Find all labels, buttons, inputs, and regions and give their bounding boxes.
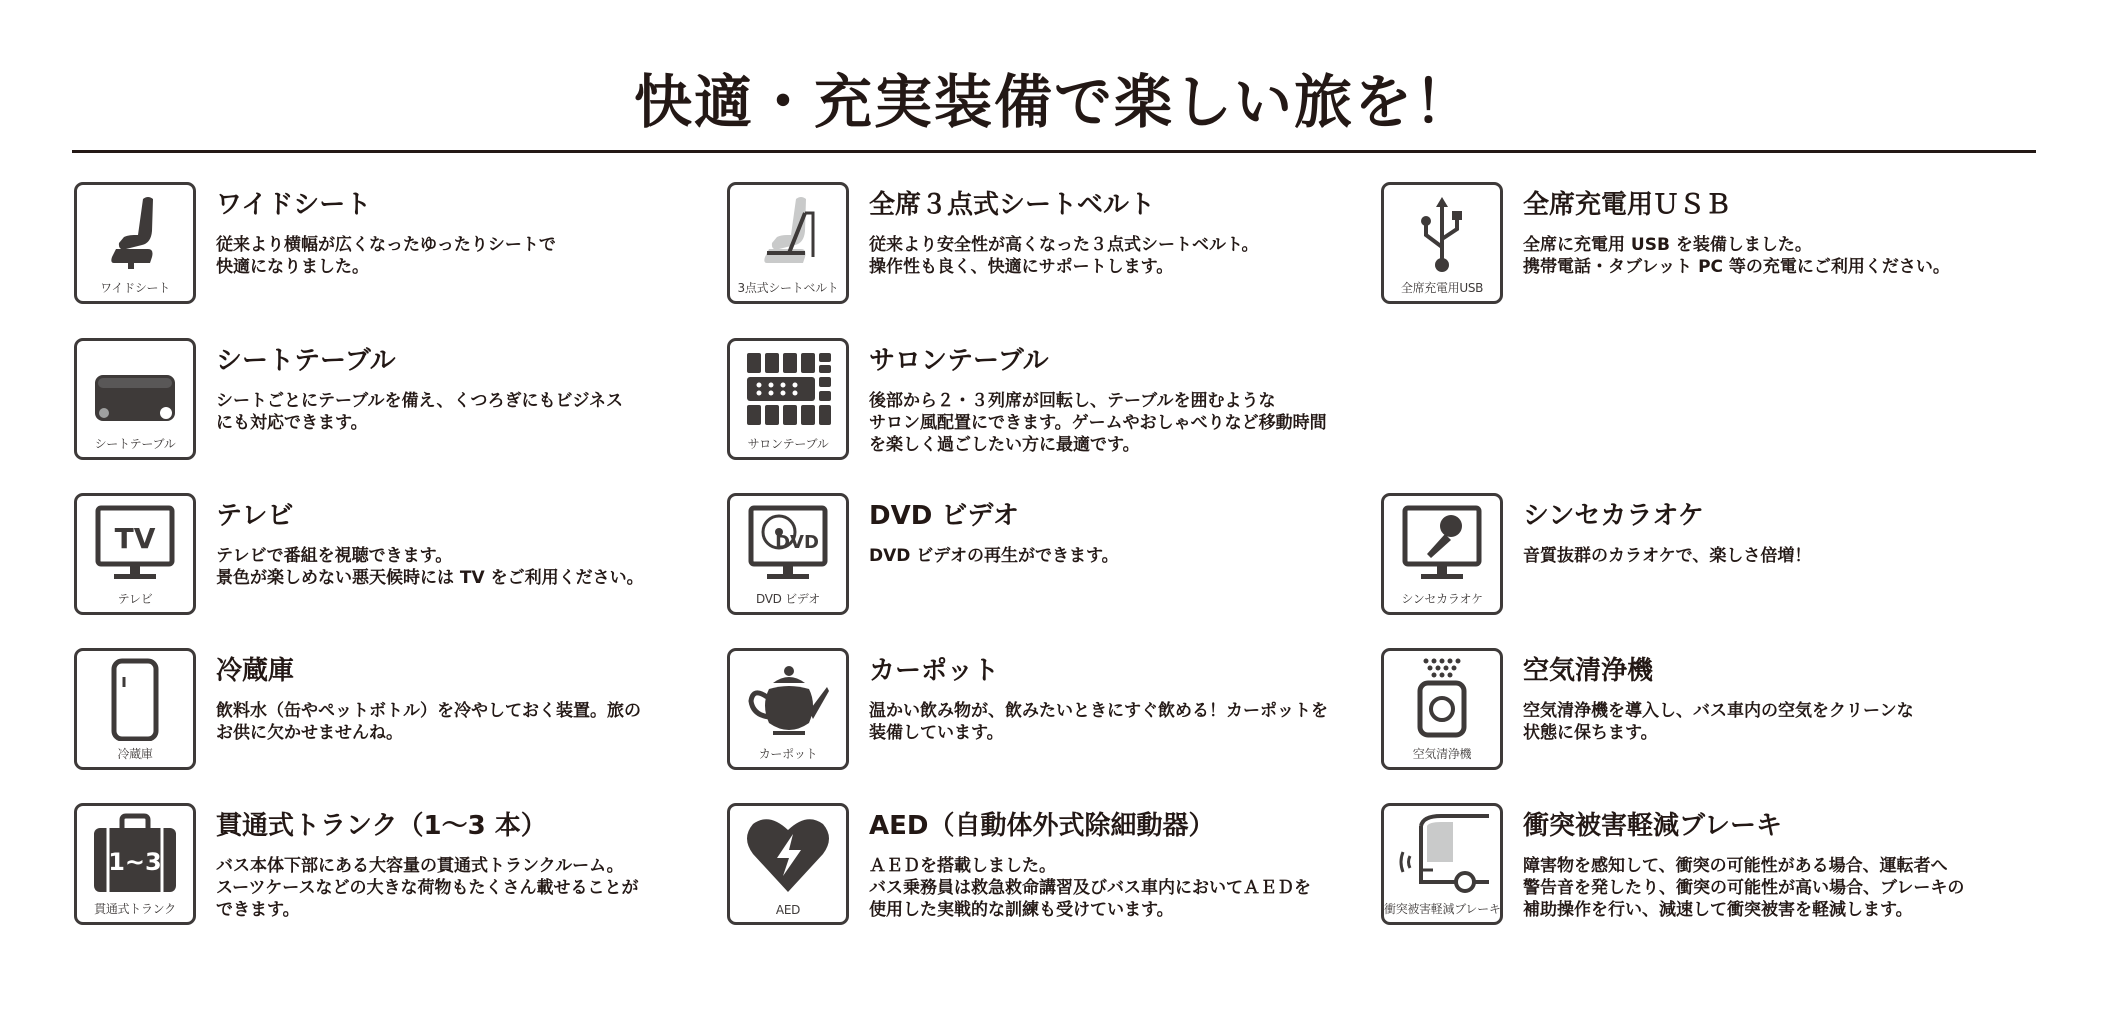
feature-wide-seat [74,182,714,312]
seatbelt-icon [739,191,837,275]
aed-icon-box [727,803,849,925]
dvd-caption: DVD ビデオ [756,592,820,606]
feature-pot [727,648,1367,778]
air-purifier-icon [1393,657,1491,741]
fridge-caption: 冷蔵庫 [117,747,153,761]
fridge-title: 冷蔵庫 [216,656,295,686]
seat-table-desc: シートごとにテーブルを備え、くつろぎにもビジネス にも対応できます。 [216,391,623,433]
feature-trunk [74,803,714,933]
trunk-title: 貫通式トランク（1〜3 本） [216,811,547,841]
brake-title: 衝突被害軽減ブレーキ [1523,811,1782,841]
trunk-caption: 貫通式トランク [94,902,176,916]
dvd-screen-text: DVD [775,532,819,553]
karaoke-icon-box [1381,493,1503,615]
brake-desc: 障害物を感知して、衝突の可能性がある場合、運転者へ 警告音を発したり、衝突の可能性が高い場合、ブレーキの 補助操作を行い、減速して衝突被害を軽減します。 [1523,856,1965,920]
seatbelt-caption: 3点式シートベルト [737,281,839,295]
seat-icon [86,191,184,275]
heart-bolt-icon [739,812,837,896]
tv-title: テレビ [216,501,294,531]
aed-caption: AED [775,903,801,917]
karaoke-desc: 音質抜群のカラオケで、楽しさ倍増！ [1523,546,1812,566]
wide-seat-caption: ワイドシート [100,281,170,295]
feature-karaoke [1381,493,2021,623]
dvd-desc: DVD ビデオの再生ができます。 [869,546,1119,566]
air-title: 空気清浄機 [1523,656,1654,686]
tv-desc: テレビで番組を視聴できます。 景色が楽しめない悪天候時には TV をご利用ください。 [216,546,644,588]
feature-usb [1381,182,2021,312]
pot-desc: 温かい飲み物が、飲みたいときにすぐ飲める！カーポットを 装備しています。 [869,701,1328,743]
feature-aed [727,803,1367,933]
fridge-icon-box [74,648,196,770]
fridge-desc: 飲料水（缶やペットボトル）を冷やしておく装置。旅の お供に欠かせませんね。 [216,701,641,743]
microphone-icon [1393,502,1491,586]
pot-title: カーポット [869,656,1000,686]
feature-dvd [727,493,1367,623]
feature-tv [74,493,714,623]
usb-icon [1393,191,1491,275]
seat-table-caption: シートテーブル [94,437,176,451]
feature-seatbelt [727,182,1367,312]
feature-fridge [74,648,714,778]
salon-table-desc: 後部から２・３列席が回転し、テーブルを囲むような サロン風配置にできます。ゲームやおしゃべりなど移動時間 を楽しく過ごしたい方に最適です。 [869,391,1327,455]
feature-brake [1381,803,2021,933]
table-icon [86,347,184,431]
feature-air [1381,648,2021,778]
feature-salon-table [727,338,1367,468]
trunk-label-text: 1~3 [108,848,162,876]
usb-caption: 全席充電用USB [1400,281,1484,295]
aed-desc: ＡＥＤを搭載しました。 バス乗務員は救急救命講習及びバス車内においてＡＥＤを 使用した実戦的な訓練も受けています。 [869,856,1311,920]
salon-table-caption: サロンテーブル [747,437,829,451]
wide-seat-icon-box [74,182,196,304]
wide-seat-title: ワイドシート [216,190,372,220]
tv-icon [86,502,184,586]
air-caption: 空気清浄機 [1412,747,1472,761]
usb-title: 全席充電用ＵＳＢ [1523,190,1732,220]
tv-caption: テレビ [117,592,153,606]
seat-table-title: シートテーブル [216,346,396,376]
pot-icon-box [727,648,849,770]
feature-seat-table [74,338,714,468]
salon-table-title: サロンテーブル [869,346,1049,376]
title-divider [72,150,2036,153]
trunk-desc: バス本体下部にある大容量の貫通式トランクルーム。 スーツケースなどの大きな荷物もたくさん載せることが できます。 [216,856,639,920]
pot-caption: カーポット [758,747,818,761]
air-desc: 空気清浄機を導入し、バス車内の空気をクリーンな 状態に保ちます。 [1523,701,1914,743]
seatbelt-icon-box [727,182,849,304]
suitcase-icon [86,812,184,896]
usb-desc: 全席に充電用 USB を装備しました。 携帯電話・タブレット PC 等の充電にご利用ください。 [1523,235,1950,277]
dvd-title: DVD ビデオ [869,501,1019,531]
salon-table-icon-box [727,338,849,460]
karaoke-caption: シンセカラオケ [1401,592,1483,606]
brake-icon-box [1381,803,1503,925]
seatbelt-desc: 従来より安全性が高くなった３点式シートベルト。 操作性も良く、快適にサポートします。 [869,235,1259,277]
page-title: 快適・充実装備で楽しい旅を！ [633,68,1474,136]
aed-title: AED（自動体外式除細動器） [869,811,1215,841]
dvd-icon [739,502,837,586]
dvd-icon-box [727,493,849,615]
bus-sensor-icon [1393,812,1491,896]
wide-seat-desc: 従来より横幅が広くなったゆったりシートで 快適になりました。 [216,235,556,277]
salon-icon [739,347,837,431]
tv-icon-box [74,493,196,615]
fridge-icon [86,657,184,741]
usb-icon-box [1381,182,1503,304]
seatbelt-title: 全席３点式シートベルト [869,190,1156,220]
teapot-icon [739,657,837,741]
trunk-icon-box [74,803,196,925]
karaoke-title: シンセカラオケ [1523,501,1704,531]
brake-caption: 衝突被害軽減ブレーキ [1384,902,1501,916]
tv-screen-text: TV [114,522,156,555]
air-icon-box [1381,648,1503,770]
seat-table-icon-box [74,338,196,460]
